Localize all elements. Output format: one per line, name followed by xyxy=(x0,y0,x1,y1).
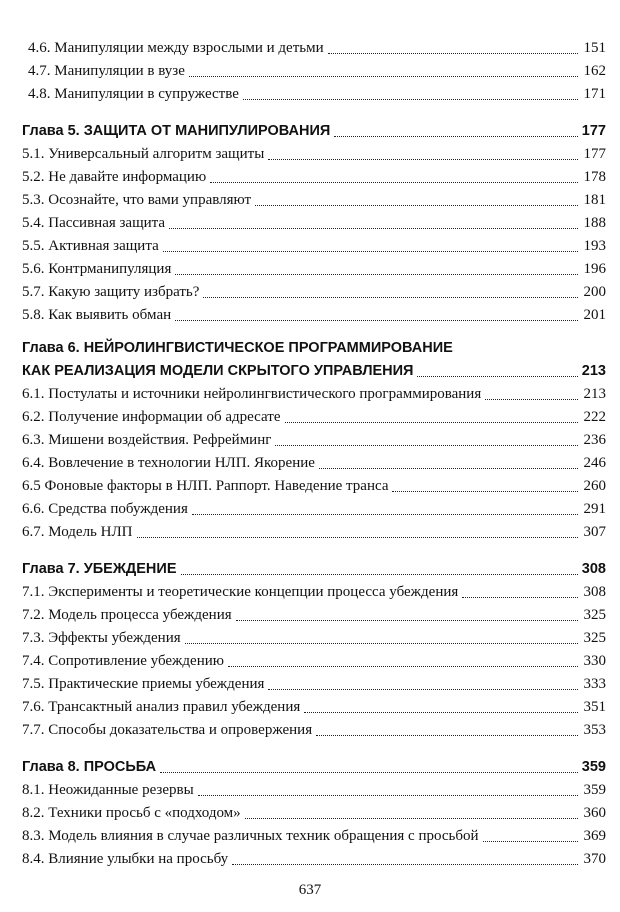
toc-entry[interactable]: 6.1. Постулаты и источники нейролингвистического программирования 213 xyxy=(22,386,606,402)
leader-dots xyxy=(334,135,578,137)
toc-entry[interactable]: 5.4. Пассивная защита 188 xyxy=(22,215,606,231)
toc-entry[interactable]: 8.3. Модель влияния в случае различных техник обращения с просьбой 369 xyxy=(22,828,606,844)
toc-entry[interactable]: 8.1. Неожиданные резервы 359 xyxy=(22,782,606,798)
leader-dots xyxy=(462,596,578,598)
leader-dots xyxy=(189,75,578,77)
toc-entry[interactable]: 5.2. Не давайте информацию 178 xyxy=(22,169,606,185)
leader-dots xyxy=(483,840,578,842)
toc-entry[interactable]: 6.2. Получение информации об адресате 222 xyxy=(22,409,606,425)
leader-dots xyxy=(175,273,578,275)
chapter-heading[interactable]: КАК РЕАЛИЗАЦИЯ МОДЕЛИ СКРЫТОГО УПРАВЛЕНИЯ 213 xyxy=(22,363,606,379)
toc-entry[interactable]: 7.7. Способы доказательства и опровержения 353 xyxy=(22,722,606,738)
toc-entry[interactable]: 6.7. Модель НЛП 307 xyxy=(22,524,606,540)
leader-dots xyxy=(319,467,578,469)
toc-entry[interactable]: 4.8. Манипуляции в супружестве 171 xyxy=(28,86,606,102)
leader-dots xyxy=(268,688,578,690)
toc-entry[interactable]: 5.7. Какую защиту избрать? 200 xyxy=(22,284,606,300)
toc-entry[interactable]: 7.6. Трансактный анализ правил убеждения 351 xyxy=(22,699,606,715)
leader-dots xyxy=(160,771,578,773)
toc-entry[interactable]: 7.1. Эксперименты и теоретические концепции процесса убеждения 308 xyxy=(22,584,606,600)
leader-dots xyxy=(163,250,578,252)
toc-entry[interactable]: 5.6. Контрманипуляция 196 xyxy=(22,261,606,277)
toc-entry[interactable]: 6.4. Вовлечение в технологии НЛП. Якорение 246 xyxy=(22,455,606,471)
leader-dots xyxy=(192,513,578,515)
leader-dots xyxy=(316,734,578,736)
toc-entry[interactable]: 8.2. Техники просьб с «подходом» 360 xyxy=(22,805,606,821)
table-of-contents xyxy=(22,34,606,868)
leader-dots xyxy=(236,619,578,621)
toc-entry[interactable]: 5.3. Осознайте, что вами управляют 181 xyxy=(22,192,606,208)
leader-dots xyxy=(210,181,578,183)
page-number: 637 xyxy=(298,882,322,898)
chapter-heading[interactable]: Глава 7. УБЕЖДЕНИЕ 308 xyxy=(22,561,606,577)
leader-dots xyxy=(198,794,578,796)
toc-entry[interactable]: 4.7. Манипуляции в вузе 162 xyxy=(28,63,606,79)
leader-dots xyxy=(255,204,578,206)
toc-entry[interactable]: 7.4. Сопротивление убеждению 330 xyxy=(22,653,606,669)
leader-dots xyxy=(228,665,578,667)
leader-dots xyxy=(304,711,578,713)
leader-dots xyxy=(245,817,578,819)
toc-entry[interactable]: 7.3. Эффекты убеждения 325 xyxy=(22,630,606,646)
leader-dots xyxy=(232,863,578,865)
leader-dots xyxy=(485,398,578,400)
leader-dots xyxy=(203,296,578,298)
toc-entry[interactable]: 7.5. Практические приемы убеждения 333 xyxy=(22,676,606,692)
leader-dots xyxy=(392,490,578,492)
leader-dots xyxy=(185,642,578,644)
leader-dots xyxy=(285,421,579,423)
chapter-heading[interactable]: Глава 8. ПРОСЬБА 359 xyxy=(22,759,606,775)
leader-dots xyxy=(268,158,578,160)
toc-entry[interactable]: 6.5 Фоновые факторы в НЛП. Раппорт. Наведение транса 260 xyxy=(22,478,606,494)
leader-dots xyxy=(243,98,578,100)
leader-dots xyxy=(328,52,578,54)
leader-dots xyxy=(169,227,578,229)
toc-entry[interactable]: 5.1. Универсальный алгоритм защиты 177 xyxy=(22,146,606,162)
toc-entry[interactable]: 8.4. Влияние улыбки на просьбу 370 xyxy=(22,851,606,867)
leader-dots xyxy=(275,444,578,446)
chapter-heading[interactable]: Глава 5. ЗАЩИТА ОТ МАНИПУЛИРОВАНИЯ 177 xyxy=(22,123,606,139)
toc-entry[interactable]: 6.3. Мишени воздействия. Рефрейминг 236 xyxy=(22,432,606,448)
chapter-heading-line1[interactable]: Глава 6. НЕЙРОЛИНГВИСТИЧЕСКОЕ ПРОГРАММИРОВАНИЕ xyxy=(22,340,453,356)
leader-dots xyxy=(417,375,577,377)
leader-dots xyxy=(181,573,578,575)
toc-entry[interactable]: 6.6. Средства побуждения 291 xyxy=(22,501,606,517)
toc-entry[interactable]: 5.8. Как выявить обман 201 xyxy=(22,307,606,323)
leader-dots xyxy=(137,536,579,538)
toc-entry[interactable]: 4.6. Манипуляции между взрослыми и детьми 151 xyxy=(28,40,606,56)
toc-entry[interactable]: 5.5. Активная защита 193 xyxy=(22,238,606,254)
toc-entry[interactable]: 7.2. Модель процесса убеждения 325 xyxy=(22,607,606,623)
leader-dots xyxy=(175,319,578,321)
